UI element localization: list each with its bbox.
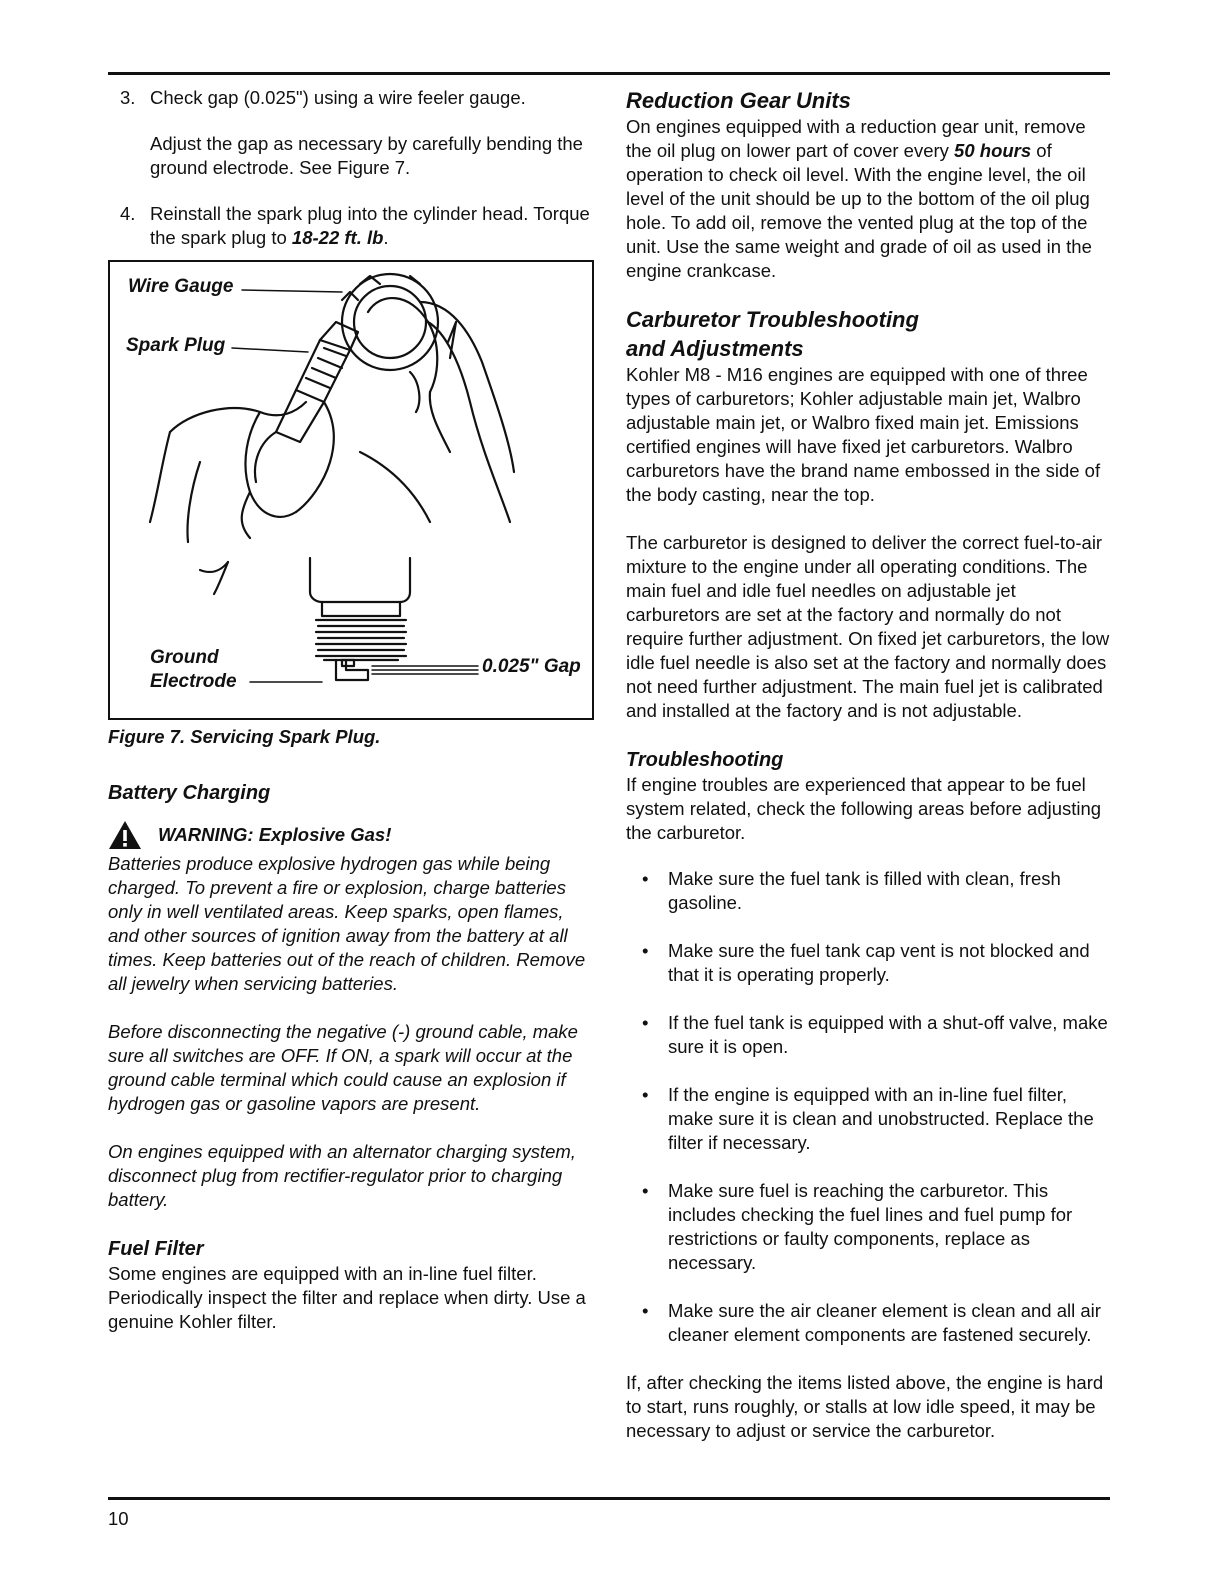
step-4-period: . [383,227,389,248]
list-item [626,1299,1110,1347]
carburetor-paragraph-2: The carburetor is designed to deliver the correct fuel-to-air mixture to the engine under all operating conditions. The main fuel and idle fuel needles on adjustable jet carburetors are set at the factory and normally do not require further adjustment. On fixed jet carburetors, the low idle fuel needle is also set at the factory and normally does not need further adjustment. The main fuel jet is calibrated and installed at the factory and is not adjustable. [626,532,1110,721]
step-4-torque: 18-22 ft. lb [291,227,384,248]
label-wire-gauge: Wire Gauge [128,276,234,297]
right-column [626,86,1110,1443]
bullet-icon: • [642,1180,649,1201]
list-item [626,1083,1110,1155]
warning-title [108,820,598,850]
label-gap: 0.025" Gap [482,656,581,677]
bullet-icon: • [642,868,649,889]
bullet-icon: • [642,1084,649,1105]
reduction-text [626,115,1110,283]
battery-paragraph-1: Batteries produce explosive hydrogen gas while being charged. To prevent a fire or explosion, charge batteries only in well ventilated areas. Keep sparks, open flames, and other sources of ignition away from the battery at all times. Keep batteries out of the reach of children. Remove all jewelry when servicing batteries. [108,853,586,994]
step-4 [108,202,598,250]
list-item-text: If the engine is equipped with an in-line fuel filter, make sure it is clean and unobstructed. Replace the filter if necessary. [668,1084,1094,1153]
list-item-text: Make sure the fuel tank is filled with clean, fresh gasoline. [668,868,1061,913]
troubleshooting-closing: If, after checking the items listed above, the engine is hard to start, runs roughly, or stalls at low idle speed, it may be necessary to adjust or service the carburetor. [626,1372,1104,1441]
step-3-number: 3. [120,87,136,108]
list-item-text: Make sure the air cleaner element is clean and all air cleaner element components are fastened securely. [668,1300,1101,1345]
list-item [626,1179,1110,1275]
list-item [626,939,1110,987]
step-3-text: Check gap (0.025") using a wire feeler gauge. [150,87,526,108]
warning-label: WARNING: Explosive Gas! [158,824,392,845]
bullet-icon: • [642,1300,649,1321]
label-ground: Ground [150,647,219,668]
figure-caption: Figure 7. Servicing Spark Plug. [108,726,381,747]
page-number: 10 [108,1508,129,1529]
list-item-text: Make sure the fuel tank cap vent is not blocked and that it is operating properly. [668,940,1090,985]
figure-7-box [108,260,594,720]
fuel-filter-heading: Fuel Filter [108,1238,204,1260]
carburetor-heading-line-1: Carburetor Troubleshooting [626,307,919,332]
list-item [626,867,1110,915]
bullet-icon: • [642,1012,649,1033]
reduction-text-a: On engines equipped with a reduction gear unit, remove the oil plug on lower part of cover every [626,116,1086,161]
list-item-text: Make sure fuel is reaching the carburetor. This includes checking the fuel lines and fuel pump for restrictions or faulty components, replace as necessary. [668,1180,1073,1273]
label-electrode: Electrode [150,671,237,692]
step-4-text: Reinstall the spark plug into the cylinder head. Torque the spark plug to [150,203,590,248]
label-spark-plug: Spark Plug [126,335,226,356]
step-3 [108,86,598,180]
carburetor-heading-line-2: and Adjustments [626,336,804,361]
warning-triangle-icon [108,820,142,850]
step-3-subtext: Adjust the gap as necessary by carefully bending the ground electrode. See Figure 7. [150,133,583,178]
reduction-hours: 50 hours [954,140,1032,161]
list-item [626,1011,1110,1059]
battery-paragraph-2: Before disconnecting the negative (-) ground cable, make sure all switches are OFF. If ON, a spark will occur at the ground cable terminal which could cause an explosion if hydrogen gas or gasoline vapors are present. [108,1021,578,1114]
battery-paragraph-3: On engines equipped with an alternator charging system, disconnect plug from rectifier-regulator prior to charging battery. [108,1141,576,1210]
carburetor-paragraph-1: Kohler M8 - M16 engines are equipped with one of three types of carburetors; Kohler adjustable main jet, Walbro adjustable main jet, or Walbro fixed main jet. Emissions certified engines will have fixed jet carburetors. Walbro carburetors have the brand name embossed in the side of the body casting, near the top. [626,364,1101,505]
list-item-text: If the fuel tank is equipped with a shut-off valve, make sure it is open. [668,1012,1108,1057]
troubleshooting-heading: Troubleshooting [626,749,784,771]
troubleshooting-intro: If engine troubles are experienced that appear to be fuel system related, check the following areas before adjusting the carburetor. [626,774,1102,843]
troubleshooting-list [626,867,1110,1347]
step-4-number: 4. [120,203,136,224]
bottom-rule [108,1497,1110,1500]
reduction-heading: Reduction Gear Units [626,88,851,113]
battery-heading: Battery Charging [108,782,271,804]
reduction-text-b: of operation to check oil level. With the engine level, the oil level of the unit should be up to the bottom of the oil plug hole. To add oil, remove the vented plug at the top of the unit. Use the same weight and grade of oil as used in the engine crankcase. [626,140,1092,281]
bullet-icon: • [642,940,649,961]
left-column [108,86,598,1334]
fuel-filter-text: Some engines are equipped with an in-line fuel filter. Periodically inspect the filter and replace when dirty. Use a genuine Kohler filter. [108,1263,586,1332]
top-rule [108,72,1110,75]
